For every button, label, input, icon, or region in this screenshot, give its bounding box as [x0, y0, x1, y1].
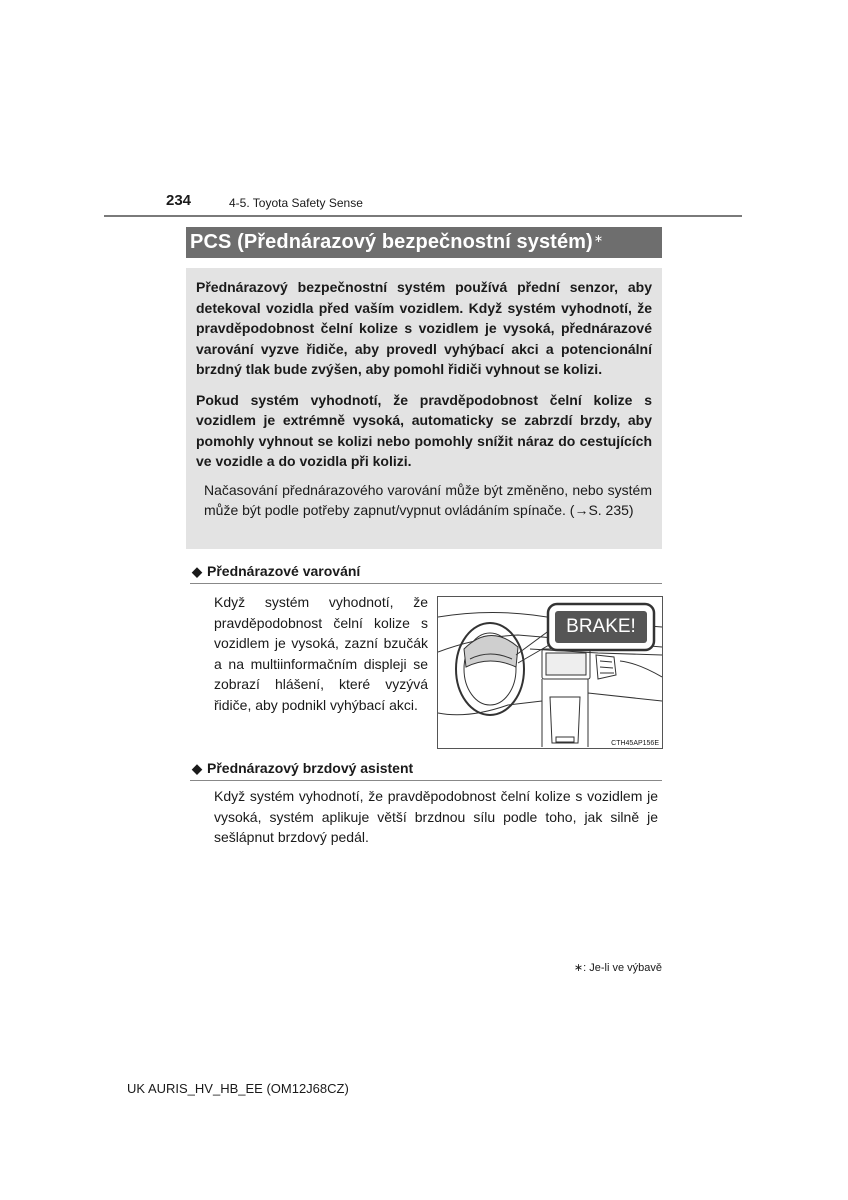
intro-paragraph: Pokud systém vyhodnotí, že pravděpodobnost čelní kolize s vozidlem je extrémně vysoká, automaticky se zabrzdí brzdy, aby pomohly vyhnout se kolizi nebo pomohly snížit náraz do cestujících ve vozidle a do vozidla při kolizi.: [196, 391, 652, 469]
intro-paragraph: Přednárazový bezpečnostní systém používá přední senzor, aby detekoval vozidla před vaším vozidlem. Když systém vyhodnotí, že pravděpodobnost čelní kolize s vozidlem je vysoká, přednárazové varování vyzve řidiče, aby provedl vyhýbací akci a potencionální brzdný tlak bude zvýšen, aby pomohl řidiči vyhnout se kolizi.: [196, 279, 652, 377]
diamond-icon: ◆: [192, 564, 202, 579]
subheading-precollision-warning: [192, 563, 360, 580]
header-divider: [104, 215, 742, 217]
subheading-divider: [190, 780, 662, 781]
subheading-divider: [190, 583, 662, 584]
section-reference: 4-5. Toyota Safety Sense: [229, 196, 363, 210]
page-title: PCS (Přednárazový bezpečnostní systém): [190, 231, 593, 253]
section-body-text: Když systém vyhodnotí, že pravděpodobnost čelní kolize s vozidlem je vysoká, zazní bzučák a na multiinformačním displeji se zobrazí hlášení, které vyzývá řidiče, aby podnikl vyhýbací akci.: [214, 594, 428, 713]
subheading-brake-assist: [192, 760, 413, 777]
page-number: 234: [166, 192, 192, 209]
subheading-label: Přednárazové varování: [207, 563, 361, 579]
subheading-label: Přednárazový brzdový asistent: [207, 760, 414, 776]
illustration-code: CTH45AP156E: [611, 740, 659, 747]
intro-note: Načasování přednárazového varování může být změněno, nebo systém může být podle potřeby zapnut/vypnut ovládáním spínače. (→S. 235): [204, 481, 652, 518]
diamond-icon: ◆: [192, 761, 202, 776]
dashboard-illustration: [437, 596, 663, 749]
title-footnote-marker: ∗: [593, 232, 604, 245]
intro-summary-box: [186, 268, 662, 549]
brake-warning-message: BRAKE!: [566, 616, 636, 637]
section-body-text: Když systém vyhodnotí, že pravděpodobnost čelní kolize s vozidlem je vysoká, systém aplikuje větší brzdnou sílu podle toho, jak silně je sešlápnut brzdový pedál.: [214, 788, 658, 845]
document-id: UK AURIS_HV_HB_EE (OM12J68CZ): [127, 1081, 349, 1096]
section-title-bar: [186, 227, 662, 258]
footnote: ∗: Je-li ve výbavě: [573, 962, 662, 974]
